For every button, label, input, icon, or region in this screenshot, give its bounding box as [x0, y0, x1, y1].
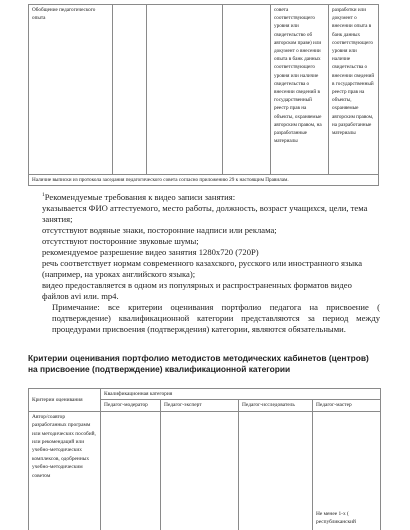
category-master: Педагог-мастер [313, 400, 381, 411]
requirement-item: речь соответствует нормам современного казахского, русского или иностранного языка (например, на уроках английского языка); [42, 257, 363, 279]
row-label-cell: Обобщение педагогического опыта [29, 5, 113, 175]
empty-cell [239, 411, 313, 530]
table-row [29, 175, 379, 186]
requirement-item: указывается ФИО аттестуемого, место работы, должность, возраст учащихся, цели, тема занятия; [42, 202, 368, 224]
section-heading: Критерии оценивания портфолио методистов методических кабинетов (центров) на присвоение (подтверждение) квалификационной категории [28, 353, 369, 374]
portfolio-note: Примечание: все критерии оценивания портфолио педагога на присвоение ( подтверждение) квалификационной категории представляются за период между процедурами присвоения (подтверждения) категории, являются обязательными. [52, 301, 380, 334]
table-row [29, 411, 381, 530]
requirement-item: отсутствуют водяные знаки, посторонние надписи или реклама; [42, 224, 277, 235]
empty-cell [113, 5, 147, 175]
video-requirements-footnote [28, 190, 380, 335]
master-cell: разработки или документ о внесении опыта в банк данных соответствующего уровня или наличие свидетельства о внесении сведений в государственный реестр прав на объекты, охраняемые авторским правом, на разработанные материалы [329, 5, 379, 175]
table-row [29, 5, 379, 175]
row-label-cell: Автор/соавтор разработанных программ или методических пособий, или рекомендаций или учебно-методических комплексов, одобренных учебно-методическим советом [29, 411, 101, 530]
category-expert: Педагог-эксперт [161, 400, 239, 411]
table-header-row [29, 389, 381, 400]
empty-cell [147, 5, 223, 175]
footnote-intro: $^1$Рекомендуемые требования к видео записи занятия: [42, 191, 236, 202]
table-note: Наличие выписки из протокола заседания педагогического совета согласно приложению 29 к настоящим Правилам. [29, 175, 379, 186]
methodist-criteria-table [28, 388, 381, 530]
portfolio-criteria-table-continued [28, 4, 379, 186]
empty-cell [161, 411, 239, 530]
criteria-header: Критерии оценивания [29, 389, 101, 412]
requirement-item: видео предоставляется в одном из популярных и распространенных форматов видео файлов avi или. mp4. [42, 279, 352, 301]
master-cell: Не менее 1-х ( республиканский [313, 411, 381, 530]
empty-cell [223, 5, 271, 175]
requirement-item: рекомендуемое разрешение видео занятия 1280x720 (720P) [42, 246, 259, 257]
category-researcher: Педагог-исследователь [239, 400, 313, 411]
footnote-mark: 1 [42, 192, 45, 198]
researcher-cell: совета соответствующего уровня или свидетельство об авторском праве) или документ о внесении опыта в банк данных соответствующего уровня или наличие свидетельства о внесении сведений в государственный реестр прав на объекты, охраняемые авторским правом, на разработанные материалы [271, 5, 329, 175]
category-moderator: Педагог-модератор [101, 400, 161, 411]
category-header: Квалификационная категория [101, 389, 381, 400]
empty-cell [101, 411, 161, 530]
requirement-item: отсутствуют посторонние звуковые шумы; [42, 235, 199, 246]
